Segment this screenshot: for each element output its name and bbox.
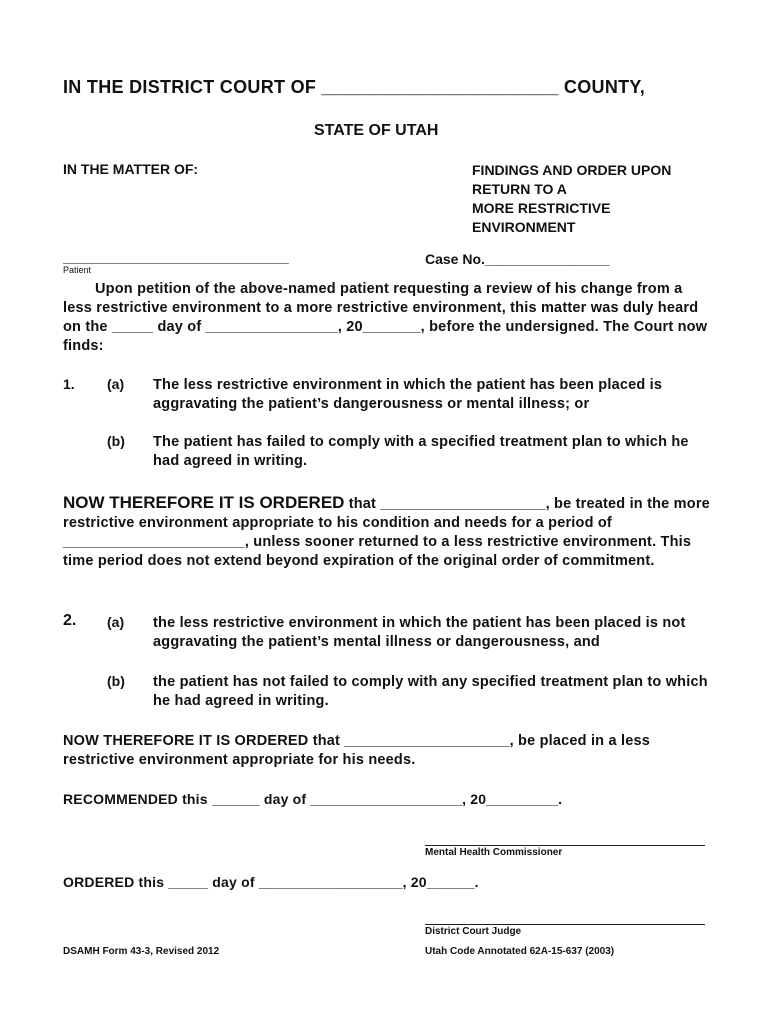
document-title-line: FINDINGS AND ORDER UPON bbox=[472, 162, 672, 178]
commissioner-label: Mental Health Commissioner bbox=[425, 847, 563, 858]
case-number: Case No.________________ bbox=[425, 251, 610, 267]
patient-label: Patient bbox=[63, 265, 92, 275]
recommended-line: RECOMMENDED this ______ day of ___________________, 20_________. bbox=[63, 791, 563, 807]
matter-label: IN THE MATTER OF: bbox=[63, 161, 199, 177]
intro-paragraph: Upon petition of the above-named patient requesting a review of his change from a less restrictive environment to a more restrictive environment, this matter was duly heard on the _____ day of ________________, 20_______, before the undersigned. The Court now finds: bbox=[63, 281, 708, 354]
state-heading: STATE OF UTAH bbox=[314, 122, 439, 139]
document-title-line: ENVIRONMENT bbox=[472, 219, 576, 235]
commissioner-signature-line bbox=[425, 845, 705, 846]
form-identifier: DSAMH Form 43-3, Revised 2012 bbox=[63, 946, 220, 957]
judge-signature-line bbox=[425, 924, 705, 925]
finding-1b-text: The patient has failed to comply with a specified treatment plan to which he had agreed in writing. bbox=[153, 434, 689, 469]
finding-2b-label: (b) bbox=[107, 673, 125, 689]
ordered-line: ORDERED this _____ day of __________________, 20______. bbox=[63, 874, 479, 890]
document-title bbox=[472, 161, 671, 237]
finding-2b-text: the patient has not failed to comply with any specified treatment plan to which he had agreed in writing. bbox=[153, 674, 708, 709]
order-1-text: that ____________________, be treated in the more restrictive environment appropriate to his condition and needs for a period of ______________________, unless sooner returned to a less restrictive environment. This time period does not extend beyond expiration of the original order of commitment. bbox=[63, 496, 710, 569]
finding-2a-label: (a) bbox=[107, 614, 125, 630]
document-title-line: RETURN TO A bbox=[472, 181, 567, 197]
order-1-paragraph bbox=[63, 493, 713, 571]
order-1-lead: NOW THEREFORE IT IS ORDERED bbox=[63, 493, 345, 512]
document-title-line: MORE RESTRICTIVE bbox=[472, 200, 611, 216]
finding-2-number: 2. bbox=[63, 612, 77, 629]
statute-reference: Utah Code Annotated 62A-15-637 (2003) bbox=[425, 946, 615, 957]
finding-1a-label: (a) bbox=[107, 376, 125, 392]
patient-name-blank: _____________________________ bbox=[63, 249, 289, 265]
judge-label: District Court Judge bbox=[425, 926, 522, 937]
finding-1b-label: (b) bbox=[107, 433, 125, 449]
finding-1a-text: The less restrictive environment in which the patient has been placed is aggravating the patient’s dangerousness or mental illness; or bbox=[153, 377, 663, 412]
court-heading: IN THE DISTRICT COURT OF _______________________ COUNTY, bbox=[63, 77, 646, 97]
order-2-paragraph: NOW THEREFORE IT IS ORDERED that ____________________, be placed in a less restrictive environment appropriate for his needs. bbox=[63, 733, 650, 768]
finding-2a-text: the less restrictive environment in which the patient has been placed is not aggravating the patient’s mental illness or dangerousness, and bbox=[153, 615, 686, 650]
finding-1-number: 1. bbox=[63, 376, 75, 392]
